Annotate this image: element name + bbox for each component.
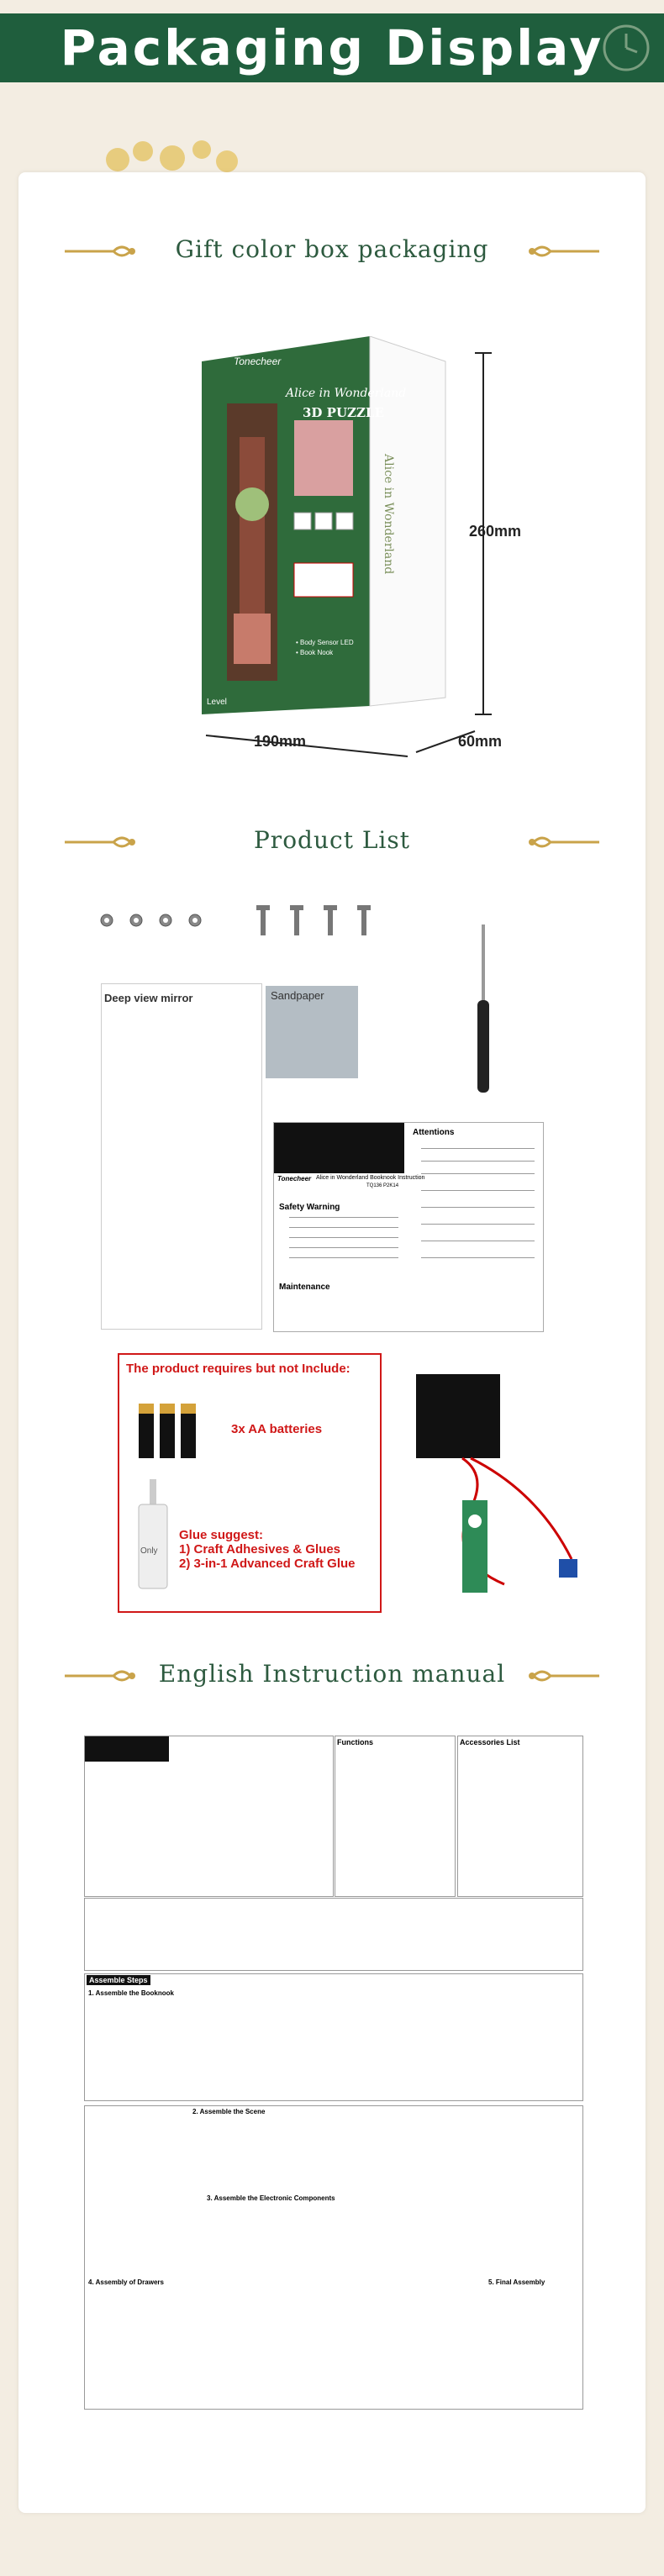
dimension-width: 190mm bbox=[254, 733, 307, 750]
glue-option-1: 1) Craft Adhesives & Glues bbox=[179, 1542, 341, 1557]
glue-bottle-label: Only bbox=[140, 1546, 158, 1556]
manual-parts-sheet bbox=[84, 1898, 583, 1971]
mirror-label: Deep view mirror bbox=[104, 992, 193, 1004]
screwdriver-icon bbox=[471, 925, 496, 1093]
step-4: 4. Assembly of Drawers bbox=[88, 2278, 164, 2286]
product-list-title: Product List bbox=[253, 826, 411, 854]
box-spine-text: Alice in Wonderland bbox=[382, 454, 395, 575]
screws-icon bbox=[252, 903, 395, 941]
box-title-line2: 3D PUZZLE bbox=[303, 405, 384, 420]
banner bbox=[0, 0, 664, 92]
glue-option-2: 2) 3-in-1 Advanced Craft Glue bbox=[179, 1557, 356, 1571]
step-2: 2. Assemble the Scene bbox=[192, 2108, 266, 2115]
right-ornament-icon bbox=[525, 832, 601, 852]
manual-assemble-steps bbox=[84, 1973, 583, 2101]
dimension-depth: 60mm bbox=[458, 733, 503, 750]
leaflet-attentions: Attentions bbox=[413, 1128, 455, 1137]
right-ornament-icon bbox=[525, 241, 601, 261]
step-1: 1. Assemble the Booknook bbox=[88, 1989, 174, 1997]
nuts-icon bbox=[97, 908, 223, 933]
functions-heading: Functions bbox=[337, 1738, 373, 1746]
dimension-lines bbox=[198, 345, 517, 765]
box-feature-2: • Book Nook bbox=[296, 649, 334, 656]
deep-view-mirror bbox=[101, 983, 262, 1330]
dimension-height: 260mm bbox=[469, 523, 522, 540]
electronics-module-icon bbox=[412, 1370, 588, 1605]
requirements-heading: The product requires but not Include: bbox=[126, 1362, 350, 1376]
leaflet-brand: Tonecheer bbox=[277, 1175, 312, 1183]
manual-page-1 bbox=[84, 1736, 334, 1897]
right-ornament-icon bbox=[525, 1666, 601, 1686]
assemble-steps-heading: Assemble Steps bbox=[87, 1975, 150, 1985]
manual-steps-page bbox=[84, 2105, 583, 2410]
leaflet-safety: Safety Warning bbox=[279, 1203, 340, 1212]
manual-page-accessories bbox=[457, 1736, 583, 1897]
step-3: 3. Assemble the Electronic Components bbox=[207, 2194, 335, 2202]
instruction-leaflet bbox=[273, 1122, 544, 1332]
glue-bottle-icon bbox=[134, 1479, 172, 1597]
batteries-label: 3x AA batteries bbox=[231, 1422, 323, 1436]
leaflet-code: TQ136 P2K14 bbox=[366, 1183, 399, 1188]
manual-section-title: English Instruction manual bbox=[158, 1660, 506, 1688]
clock-icon bbox=[597, 18, 656, 77]
leaflet-title: Alice in Wonderland Booknook Instruction bbox=[316, 1175, 425, 1181]
box-level: Level bbox=[207, 698, 227, 707]
accessories-heading: Accessories List bbox=[460, 1738, 520, 1746]
sandpaper-label: Sandpaper bbox=[271, 989, 324, 1002]
gift-section-title: Gift color box packaging bbox=[175, 235, 489, 263]
box-feature-1: • Body Sensor LED bbox=[296, 639, 354, 646]
banner-title: Packaging Display bbox=[60, 19, 604, 76]
batteries-icon bbox=[134, 1395, 202, 1462]
leaflet-header bbox=[274, 1123, 404, 1173]
leaflet-maintenance: Maintenance bbox=[279, 1283, 330, 1292]
box-title-line1: Alice in Wonderland bbox=[286, 387, 407, 400]
glue-heading: Glue suggest: bbox=[179, 1528, 264, 1542]
manual-page-functions bbox=[335, 1736, 456, 1897]
box-brand: Tonecheer bbox=[234, 356, 282, 367]
step-5: 5. Final Assembly bbox=[488, 2278, 545, 2286]
